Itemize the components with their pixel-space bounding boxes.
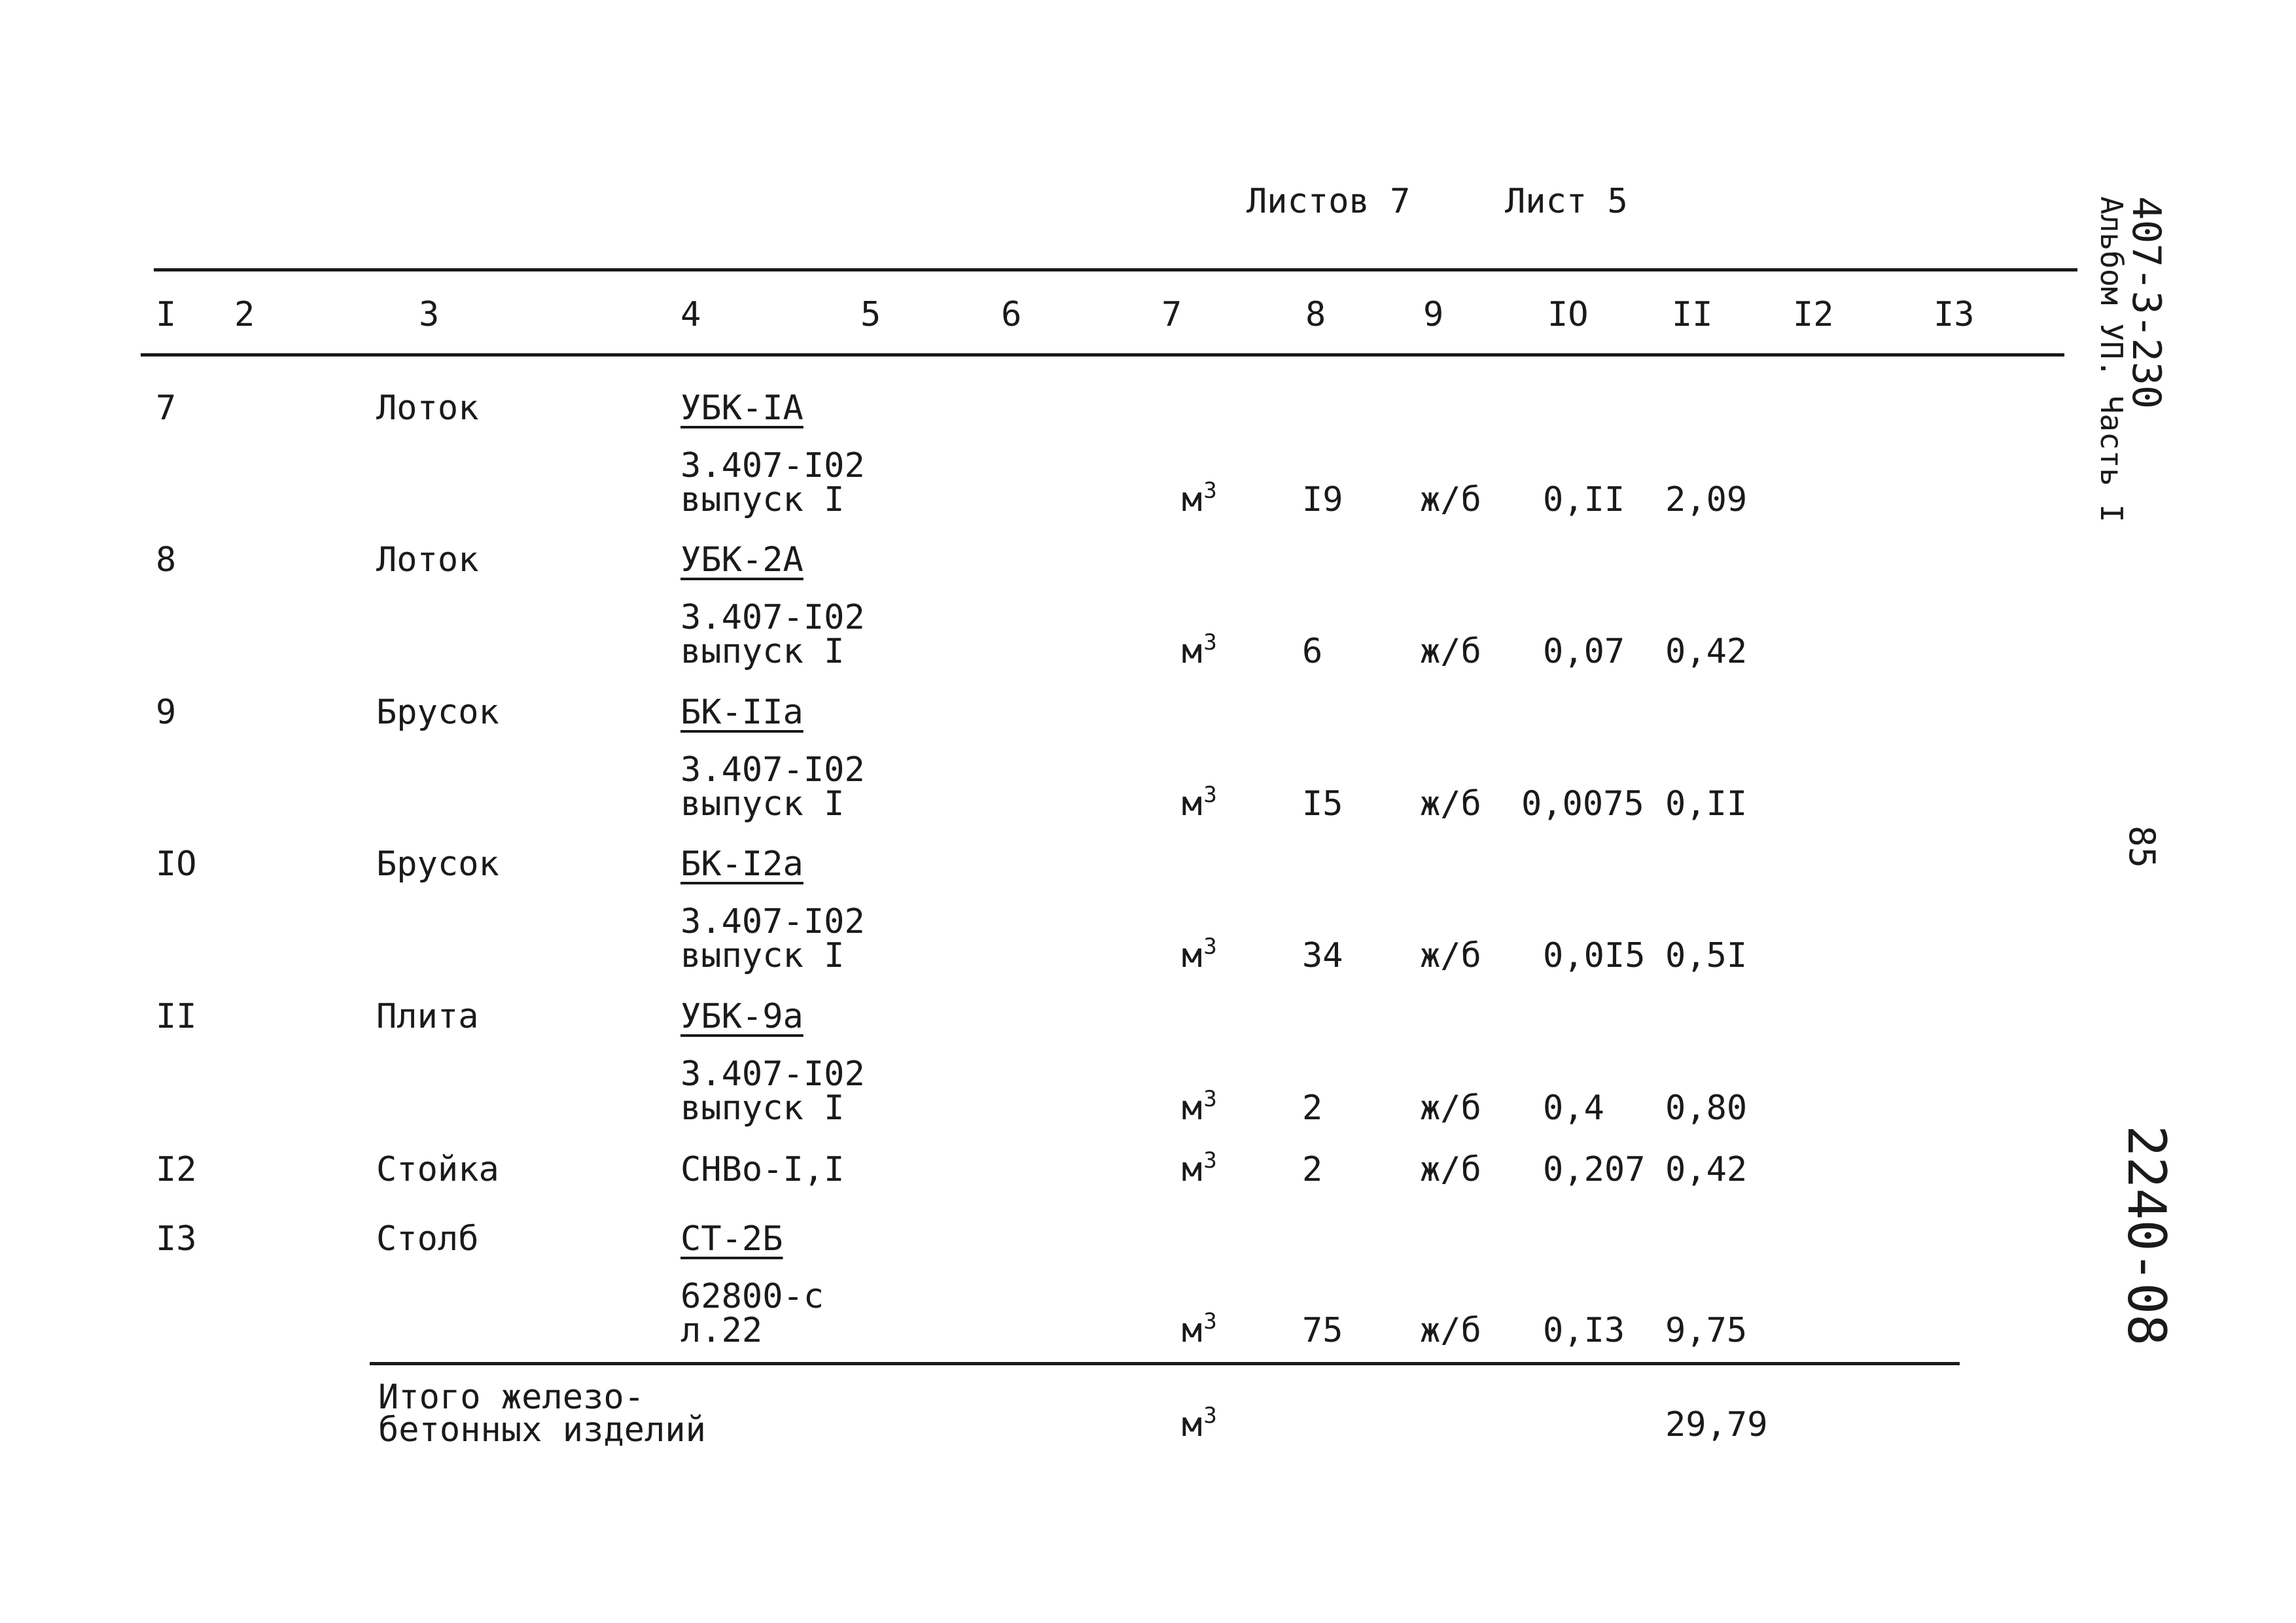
item-unit-power: 3 (1203, 934, 1217, 960)
column-number: I3 (1934, 295, 1975, 334)
row-number: 7 (156, 389, 177, 428)
item-material: ж/б (1420, 480, 1481, 519)
item-unit-base: м (1182, 1311, 1203, 1350)
item-unit-volume: 0,4 (1543, 1089, 1604, 1128)
summary-label-line1: Итого железо- (378, 1378, 645, 1417)
summary-label-line2: бетонных изделий (378, 1410, 706, 1450)
item-total-volume: 0,80 (1665, 1089, 1748, 1128)
item-reference: 3.407-I02 (680, 1055, 865, 1094)
item-reference: 62800-с (680, 1277, 824, 1316)
item-unit-base: м (1182, 632, 1203, 671)
item-unit (1182, 1086, 1217, 1128)
item-quantity: 2 (1302, 1089, 1323, 1128)
stamp-code: 407-3-230 (2123, 196, 2169, 410)
item-reference: 3.407-I02 (680, 750, 865, 790)
item-reference-issue: выпуск I (680, 936, 845, 975)
item-unit-volume: 0,07 (1543, 632, 1625, 671)
column-number: 2 (234, 295, 255, 334)
item-quantity: I9 (1302, 480, 1343, 519)
item-unit (1182, 1308, 1217, 1350)
item-quantity: 2 (1302, 1150, 1323, 1189)
item-mark: СНВо-I,I (680, 1150, 845, 1189)
item-unit (1182, 934, 1217, 975)
summary-unit-base: м (1182, 1405, 1203, 1444)
item-name: Брусок (376, 845, 499, 884)
summary-total: 29,79 (1665, 1405, 1768, 1444)
row-number: I3 (156, 1219, 197, 1259)
item-unit-power: 3 (1203, 629, 1217, 655)
column-number: IO (1547, 295, 1589, 334)
item-total-volume: 9,75 (1665, 1311, 1748, 1350)
item-mark: УБК-IА (680, 389, 804, 428)
summary-rule (370, 1362, 1960, 1365)
column-number: 8 (1305, 295, 1326, 334)
item-name: Лоток (376, 540, 479, 580)
item-reference: 3.407-I02 (680, 902, 865, 941)
item-total-volume: 0,42 (1665, 632, 1748, 671)
item-name: Лоток (376, 389, 479, 428)
column-number: 7 (1161, 295, 1182, 334)
item-reference-issue: л.22 (680, 1311, 763, 1350)
table-header-rule (141, 353, 2064, 357)
item-unit-volume: 0,II (1543, 480, 1625, 519)
sheet-number: Лист 5 (1505, 182, 1628, 221)
summary-unit (1182, 1403, 1217, 1444)
item-unit-power: 3 (1203, 478, 1217, 504)
item-name: Стойка (376, 1150, 499, 1189)
row-number: II (156, 997, 197, 1036)
item-unit (1182, 1147, 1217, 1189)
item-unit-power: 3 (1203, 1308, 1217, 1335)
column-number: II (1672, 295, 1713, 334)
sheets-count: Листов 7 (1246, 182, 1411, 221)
item-material: ж/б (1420, 784, 1481, 824)
item-unit-power: 3 (1203, 1147, 1217, 1174)
item-quantity: 75 (1302, 1311, 1343, 1350)
item-quantity: 34 (1302, 936, 1343, 975)
item-unit-power: 3 (1203, 1086, 1217, 1112)
column-number: 4 (680, 295, 701, 334)
item-unit-power: 3 (1203, 782, 1217, 808)
item-unit-volume: 0,207 (1543, 1150, 1646, 1189)
column-number: 3 (419, 295, 440, 334)
item-total-volume: 0,5I (1665, 936, 1748, 975)
item-total-volume: 2,09 (1665, 480, 1748, 519)
column-number: 9 (1423, 295, 1444, 334)
column-number: 5 (860, 295, 881, 334)
row-number: I2 (156, 1150, 197, 1189)
row-number: 8 (156, 540, 177, 580)
row-number: 9 (156, 693, 177, 732)
item-reference: 3.407-I02 (680, 446, 865, 485)
item-material: ж/б (1420, 936, 1481, 975)
item-unit-base: м (1182, 1150, 1203, 1189)
item-unit-volume: 0,0075 (1521, 784, 1644, 824)
item-unit (1182, 782, 1217, 824)
item-mark: СТ-2Б (680, 1219, 783, 1259)
item-unit-volume: 0,0I5 (1543, 936, 1646, 975)
row-number: IO (156, 845, 197, 884)
stamp-page-number: 85 (2121, 826, 2163, 869)
item-reference-issue: выпуск I (680, 1089, 845, 1128)
column-number: 6 (1001, 295, 1022, 334)
item-name: Столб (376, 1219, 479, 1259)
item-material: ж/б (1420, 1089, 1481, 1128)
item-total-volume: 0,42 (1665, 1150, 1748, 1189)
item-material: ж/б (1420, 632, 1481, 671)
column-number: I2 (1793, 295, 1834, 334)
table-top-rule (154, 268, 2077, 271)
item-mark: УБК-9а (680, 997, 804, 1036)
item-reference-issue: выпуск I (680, 784, 845, 824)
column-number: I (156, 295, 177, 334)
item-unit-base: м (1182, 480, 1203, 519)
item-material: ж/б (1420, 1150, 1481, 1189)
stamp-inventory-number: 2240-08 (2116, 1125, 2177, 1346)
item-name: Брусок (376, 693, 499, 732)
item-reference: 3.407-I02 (680, 598, 865, 637)
item-unit-base: м (1182, 784, 1203, 824)
item-quantity: I5 (1302, 784, 1343, 824)
item-material: ж/б (1420, 1311, 1481, 1350)
item-mark: БК-I2а (680, 845, 804, 884)
stamp-album: Альбом УП. Часть I (2094, 196, 2129, 523)
item-quantity: 6 (1302, 632, 1323, 671)
item-unit-volume: 0,I3 (1543, 1311, 1625, 1350)
item-mark: БК-IIа (680, 693, 804, 732)
item-total-volume: 0,II (1665, 784, 1748, 824)
item-reference-issue: выпуск I (680, 480, 845, 519)
item-unit-base: м (1182, 936, 1203, 975)
item-unit (1182, 478, 1217, 519)
item-reference-issue: выпуск I (680, 632, 845, 671)
summary-unit-power: 3 (1203, 1403, 1217, 1429)
item-unit-base: м (1182, 1089, 1203, 1128)
item-mark: УБК-2А (680, 540, 804, 580)
item-unit (1182, 629, 1217, 671)
item-name: Плита (376, 997, 479, 1036)
